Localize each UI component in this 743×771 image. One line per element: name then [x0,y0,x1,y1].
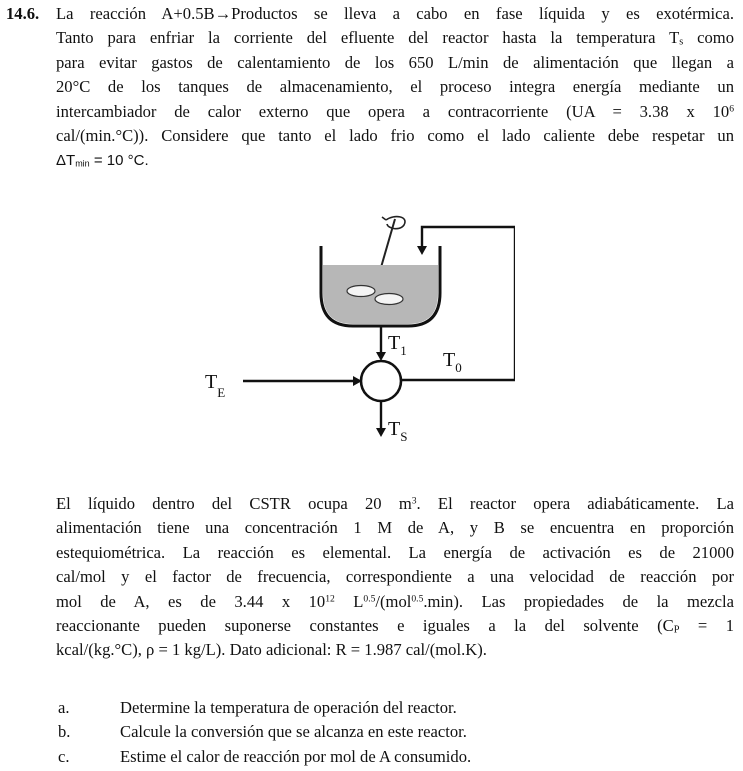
intro-line-2: Tanto para enfriar la corriente del efluente del reactor hasta la temperatura $T_s$ como [56,28,734,48]
question-item [56,696,736,720]
problem-data [56,492,734,663]
data-line-3: estequiométrica. La reacción es elemental. La energía de activación es de 21000 [56,542,734,562]
data-line-2: alimentación tiene una concentración 1 M de A, y B se encuentra en proporción [56,518,734,538]
problem-statement [56,2,734,174]
question-item [56,720,736,744]
question-item [56,745,736,769]
question-label: c. [58,746,70,766]
data-line-7: kcal/(kg.°C), ρ = 1 kg/L). Dato adicional: R = 1.987 cal/(mol.K). [56,640,487,660]
intro-line-3: para evitar gastos de calentamiento de los 650 L/min de alimentación que llegan a [56,52,734,72]
data-line-4: cal/mol y el factor de frecuencia, correspondiente a una velocidad de reacción por [56,567,734,587]
data-line-6: reaccionante pueden suponerse constantes e iguales a la del solvente ($C_P = 1$ [56,616,734,636]
label-T1: $T_1$ [388,332,407,358]
question-text: Determine la temperatura de operación del reactor. [120,698,457,717]
process-diagram [195,203,515,453]
recycle-arrowhead [417,246,427,255]
question-label: a. [58,698,70,717]
question-text: Calcule la conversión que se alcanza en este reactor. [120,722,467,742]
question-text: Estime el calor de reacción por mol de A consumido. [120,746,472,766]
label-T0: $T_0$ [443,349,462,375]
intro-line-6: cal/(min.°C)). Considere que tanto el lado frio como el lado caliente debe respetar un [56,126,734,146]
question-label: b. [58,722,71,742]
intro-line-4: 20°C de los tanques de almacenamiento, el proceso integra energía mediante un [56,77,734,97]
intro-line-7: $\Delta T_{min} = 10$ °C. [56,152,149,170]
question-list [56,696,736,769]
heat-exchanger [361,361,401,401]
intro-line-1: La reacción A+0.5B→Productos se lleva a cabo en fase líquida y es exotérmica. [56,4,734,23]
intro-line-5: intercambiador de calor externo que opera a contracorriente (UA = 3.38 x $10^6$ [56,101,734,121]
label-TE: $T_E$ [205,371,226,400]
data-line-5: mol de A, es de 3.44 x $10^{12}$ $L^{0.5}/(mol^{0.5}.\min)$. Las propiedades de la mezcla [56,591,734,611]
outlet-arrowhead [376,352,386,361]
problem-number: 14.6. [6,4,40,23]
label-TS: $T_S$ [388,418,408,444]
exit-arrowhead [376,428,386,437]
data-line-1: El líquido dentro del CSTR ocupa 20 $m^3$. El reactor opera adiabáticamente. La [56,494,734,513]
